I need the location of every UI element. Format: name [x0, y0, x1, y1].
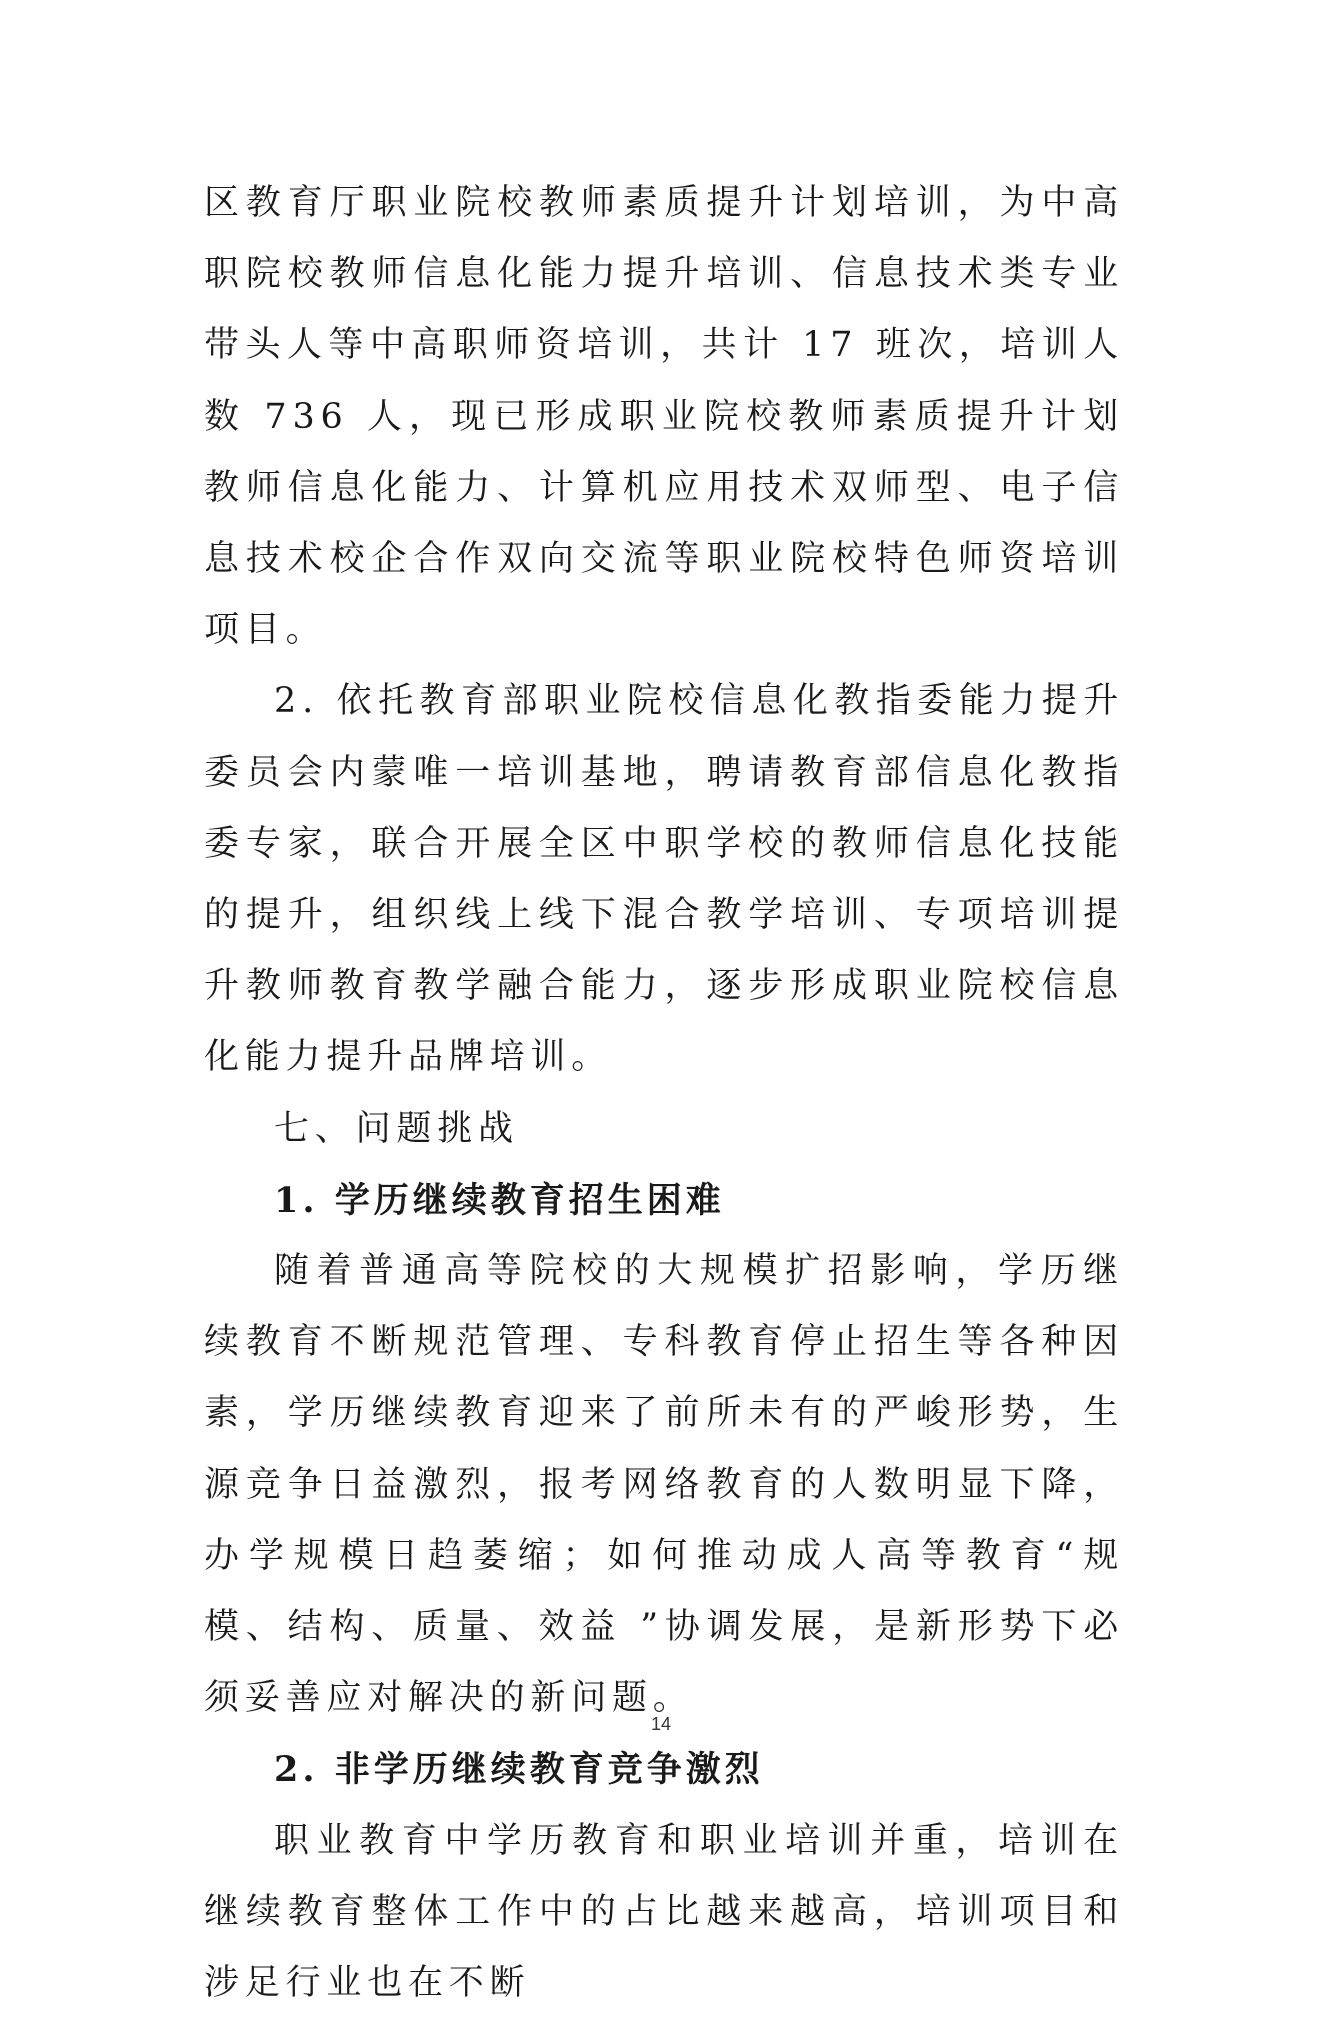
page-body — [204, 168, 1124, 2019]
paragraph-non-degree-competition: 职业教育中学历教育和职业培训并重，培训在继续教育整体工作中的占比越来越高，培训项目和涉足行业也在不断 — [204, 1820, 1124, 2004]
paragraph-informatization-base: 2. 依托教育部职业院校信息化教指委能力提升委员会内蒙唯一培训基地，聘请教育部信息化教指委专家，联合开展全区中职学校的教师信息化技能的提升，组织线上线下混合教学培训、专项培训提升教师教育教学融合能力，逐步形成职业院校信息化能力提升品牌培训。 — [204, 681, 1124, 1078]
paragraph-degree-enrollment: 随着普通高等院校的大规模扩招影响，学历继续教育不断规范管理、专科教育停止招生等各种因素，学历继续教育迎来了前所未有的严峻形势，生源竞争日益激烈，报考网络教育的人数明显下降，办学规模日趋萎缩；如何推动成人高等教育“规模、结构、质量、效益 ”协调发展，是新形势下必须妥善应对解决的新问题。 — [204, 1251, 1124, 1719]
sub-heading-degree-enrollment: 1. 学历继续教育招生困难 — [274, 1179, 725, 1221]
paragraph-teacher-training-continued: 区教育厅职业院校教师素质提升计划培训，为中高职院校教师信息化能力提升培训、信息技术类专业带头人等中高职师资培训，共计 17 班次，培训人数 736 人，现已形成职业院校教师素质提升计划教师信息化能力、计算机应用技术双师型、电子信息技术校企合作双向交流等职业院校特色师资培训项目。 — [204, 183, 1124, 651]
page-number: 14 — [650, 1714, 672, 1734]
section-heading-problems-challenges: 七、问题挑战 — [274, 1108, 519, 1149]
sub-heading-non-degree-competition: 2. 非学历继续教育竞争激烈 — [274, 1749, 764, 1791]
